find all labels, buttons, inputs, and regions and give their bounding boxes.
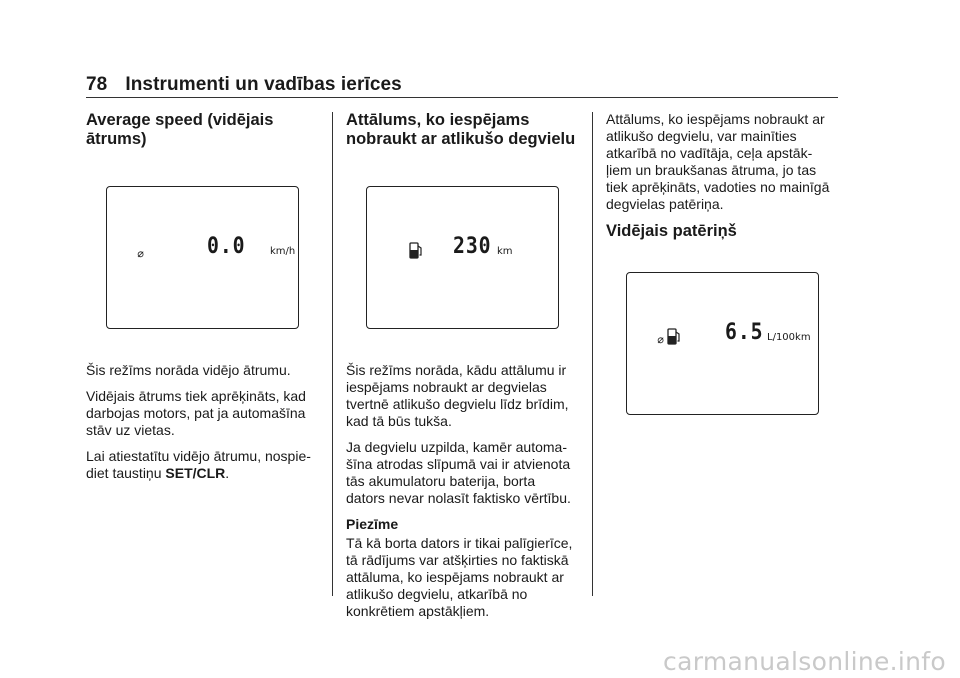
column-average-speed: [86, 111, 326, 149]
section-heading-average-speed: [86, 111, 326, 149]
paragraph: [86, 448, 326, 482]
text-line: degvielas patēriņa.: [606, 196, 724, 212]
text-line: ļiem un braukšanas ātruma, jo tas: [606, 162, 817, 178]
display-consumption: [626, 272, 819, 415]
paragraph: [346, 362, 586, 430]
text-line: Lai atiestatītu vidējo ātrumu, nospie-: [86, 448, 311, 464]
display-value: 6.5: [725, 320, 764, 345]
page-header: [86, 74, 402, 96]
text-line: tās akumulatoru baterija, borta: [346, 473, 536, 489]
heading-line: Average speed (vidējais: [86, 111, 274, 129]
text-line: šīna atrodas slīpumā vai ir atvienota: [346, 456, 571, 472]
display-unit: L/100km: [767, 332, 811, 343]
column-range: [346, 111, 586, 149]
section-heading-range: [346, 111, 586, 149]
text-line: Ja degvielu uzpilda, kamēr automa-: [346, 439, 568, 455]
note-paragraph: [346, 535, 586, 620]
heading-line: ātrums): [86, 130, 147, 148]
text-line: tvertnē atlikušo degvielu līdz brīdim,: [346, 396, 569, 412]
note-label: [346, 516, 586, 533]
display-value: 230: [453, 234, 492, 259]
header-rule: [86, 97, 838, 98]
paragraph: [346, 439, 586, 507]
column-divider-1: [332, 112, 333, 596]
column-average-speed-text: [86, 362, 326, 491]
text-line: stāv uz vietas.: [86, 422, 175, 438]
paragraph: Šis režīms norāda vidējo ātrumu.: [86, 362, 291, 378]
text-line: atlikušo degvielu, atkarībā no: [346, 586, 528, 602]
display-range: [366, 186, 559, 329]
display-unit: km/h: [270, 246, 296, 257]
average-symbol-icon: ⌀: [137, 247, 144, 260]
text-line: .: [225, 465, 230, 481]
text-line: konkrētiem apstākļiem.: [346, 603, 490, 619]
heading-line: Attālums, ko iespējams: [346, 111, 530, 129]
text-line: Attālums, ko iespējams nobraukt ar: [606, 111, 825, 127]
text-line: tā rādījums var atšķirties no faktiskā: [346, 552, 569, 568]
fuel-pump-icon: [409, 241, 423, 259]
column-divider-2: [592, 112, 593, 596]
text-line: atkarībā no vadītāja, ceļa apstāk-: [606, 145, 813, 161]
text-line: Šis režīms norāda, kādu attālumu ir: [346, 362, 567, 378]
display-average-speed: [106, 186, 299, 329]
chapter-title: Instrumenti un vadības ierīces: [125, 74, 402, 95]
display-value: 0.0: [207, 234, 246, 259]
average-symbol-icon: ⌀: [657, 333, 664, 346]
display-unit: km: [497, 246, 513, 257]
column-range-text: [346, 362, 586, 629]
text-line: Vidējais ātrums tiek aprēķināts, kad: [86, 388, 306, 404]
text-line: tiek aprēķināts, vadoties no mainīgā: [606, 179, 830, 195]
button-name-set-clr: SET/CLR: [165, 465, 226, 481]
section-heading-consumption: Vidējais patēriņš: [606, 222, 737, 240]
text-line: kad tā būs tukša.: [346, 413, 452, 429]
text-line: diet taustiņu: [86, 465, 166, 481]
paragraph: [606, 111, 846, 213]
text-line: dators nevar nolasīt faktisko vērtību.: [346, 490, 571, 506]
watermark: carmanualsonline.info: [663, 647, 946, 676]
column-consumption: [606, 111, 846, 241]
page-number: 78: [86, 74, 108, 95]
text-line: iespējams nobraukt ar degvielas: [346, 379, 547, 395]
fuel-pump-icon: [667, 327, 681, 345]
paragraph: [86, 388, 326, 439]
text-line: attāluma, ko iespējams nobraukt ar: [346, 569, 564, 585]
heading-line: nobraukt ar atlikušo degvielu: [346, 130, 576, 148]
text-line: atlikušo degvielu, var mainīties: [606, 128, 797, 144]
note-label-text: Piezīme: [346, 516, 399, 532]
text-line: darbojas motors, pat ja automašīna: [86, 405, 306, 421]
text-line: Tā kā borta dators ir tikai palīgierīce,: [346, 535, 573, 551]
